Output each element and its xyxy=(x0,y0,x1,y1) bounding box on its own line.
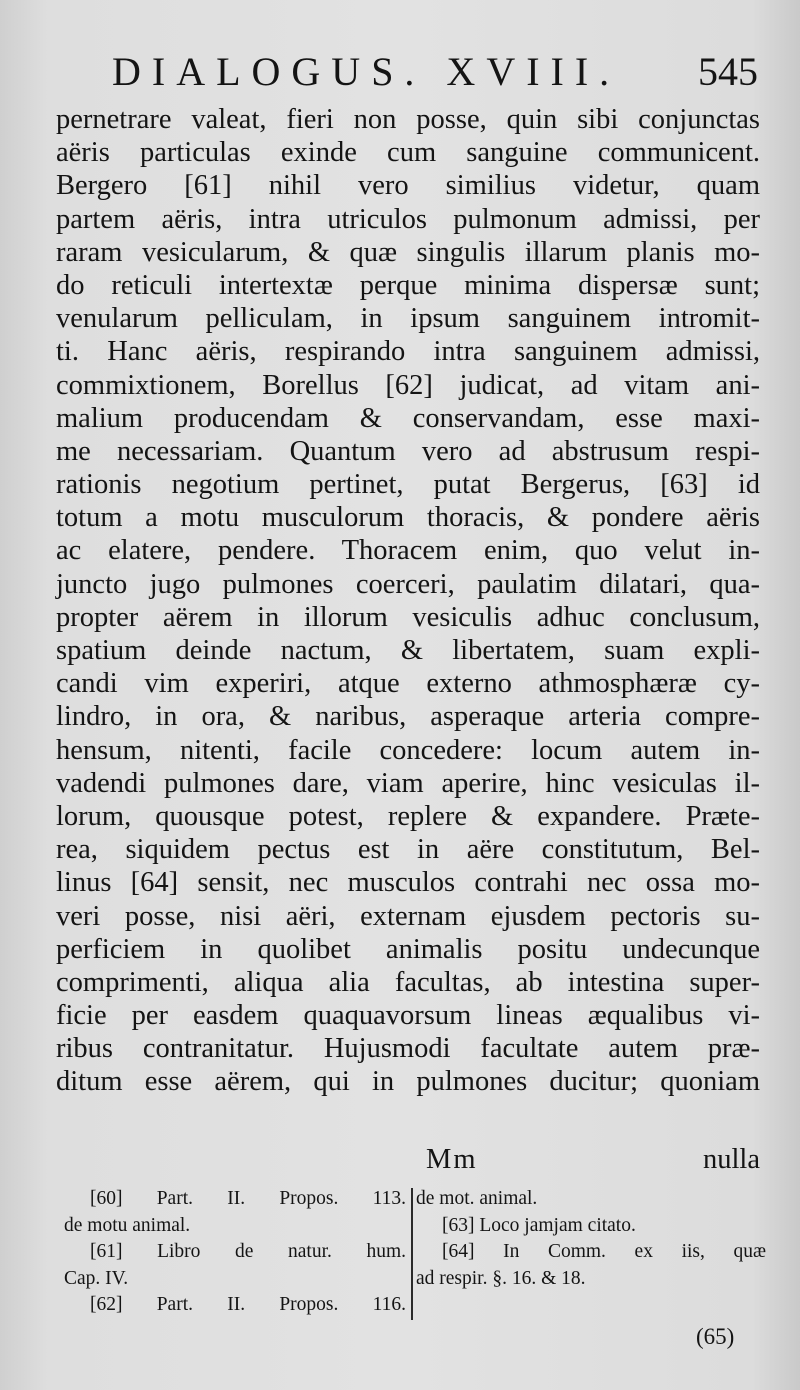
text-line: pernetrare valeat, fieri non posse, quin sibi conjunctas xyxy=(56,104,760,135)
catchword: nulla xyxy=(703,1144,760,1175)
text-line: ditum esse aërem, qui in pulmones ducitur; quoniam xyxy=(56,1066,760,1098)
text-line: Bergero [61] nihil vero similius videtur, quam xyxy=(56,170,760,202)
body-text xyxy=(56,103,760,1099)
text-line: totum a motu musculorum thoracis, & pondere aëris xyxy=(56,502,760,534)
text-line: do reticuli intertextæ perque minima dispersæ sunt; xyxy=(56,269,760,301)
text-line: aëris particulas exinde cum sanguine communicent. xyxy=(56,137,760,169)
text-line: vadendi pulmones dare, viam aperire, hinc vesiculas il- xyxy=(56,767,760,799)
text-line: rationis negotium pertinet, putat Bergerus, [63] id xyxy=(56,469,760,501)
text-line: commixtionem, Borellus [62] judicat, ad vitam ani- xyxy=(56,369,760,401)
footnote-line: [61] Libro de natur. hum. xyxy=(90,1241,406,1262)
text-line: candi vim experiri, atque externo athmosphæræ cy- xyxy=(56,668,760,700)
signature-mark: Mm xyxy=(426,1144,478,1175)
text-line: ac elatere, pendere. Thoracem enim, quo velut in- xyxy=(56,535,760,567)
text-line: rea, siquidem pectus est in aëre constitutum, Bel- xyxy=(56,834,760,866)
text-line: comprimenti, aliqua alia facultas, ab intestina super- xyxy=(56,966,760,998)
footnote-line: [62] Part. II. Propos. 116. xyxy=(90,1294,406,1315)
footnotes-right-column xyxy=(416,1186,766,1292)
text-line: malium producendam & conservandam, esse maxi- xyxy=(56,402,760,434)
footnote-line: [63] Loco jamjam citato. xyxy=(442,1214,636,1236)
signature-row xyxy=(56,1142,760,1178)
page-number: 545 xyxy=(698,49,758,94)
footnote-line: ad respir. §. 16. & 18. xyxy=(416,1267,586,1289)
text-line: lorum, quousque potest, replere & expandere. Præte- xyxy=(56,800,760,832)
running-head xyxy=(100,46,760,98)
footnotes-left-column xyxy=(64,1186,406,1319)
text-line: me necessariam. Quantum vero ad abstrusum respi- xyxy=(56,435,760,467)
footnote-line: [64] In Comm. ex iis, quæ xyxy=(442,1241,766,1262)
text-line: veri posse, nisi aëri, externam ejusdem pectoris su- xyxy=(56,900,760,932)
footnote-line: Cap. IV. xyxy=(64,1267,129,1289)
text-line: perficiem in quolibet animalis positu undecunque xyxy=(56,933,760,965)
text-line: linus [64] sensit, nec musculos contrahi nec ossa mo- xyxy=(56,867,760,899)
footnote-line: de mot. animal. xyxy=(416,1188,538,1209)
text-line: lindro, in ora, & naribus, asperaque arteria compre- xyxy=(56,701,760,733)
text-line: venularum pelliculam, in ipsum sanguinem intromit- xyxy=(56,303,760,335)
text-line: raram vesicularum, & quæ singulis illarum planis mo- xyxy=(56,236,760,268)
footnote-line: [60] Part. II. Propos. 113. xyxy=(90,1188,406,1209)
text-line: ficie per easdem quaquavorsum lineas æqualibus vi- xyxy=(56,1000,760,1032)
text-line: hensum, nitenti, facile concedere: locum autem in- xyxy=(56,734,760,766)
footnotes xyxy=(64,1186,766,1326)
text-line: spatium deinde nactum, & libertatem, suam expli- xyxy=(56,635,760,666)
footnote-column-divider xyxy=(411,1188,413,1320)
folio-mark: (65) xyxy=(696,1324,735,1349)
footnote-line: de motu animal. xyxy=(64,1214,191,1236)
text-line: juncto jugo pulmones coerceri, paulatim dilatari, qua- xyxy=(56,568,760,600)
text-line: ti. Hanc aëris, respirando intra sanguinem admissi, xyxy=(56,336,760,368)
text-line: partem aëris, intra utriculos pulmonum admissi, per xyxy=(56,203,760,235)
text-line: propter aërem in illorum vesiculis adhuc conclusum, xyxy=(56,601,760,633)
running-title: DIALOGUS. XVIII. xyxy=(112,49,621,94)
text-line: ribus contranitatur. Hujusmodi facultate autem præ- xyxy=(56,1033,760,1065)
